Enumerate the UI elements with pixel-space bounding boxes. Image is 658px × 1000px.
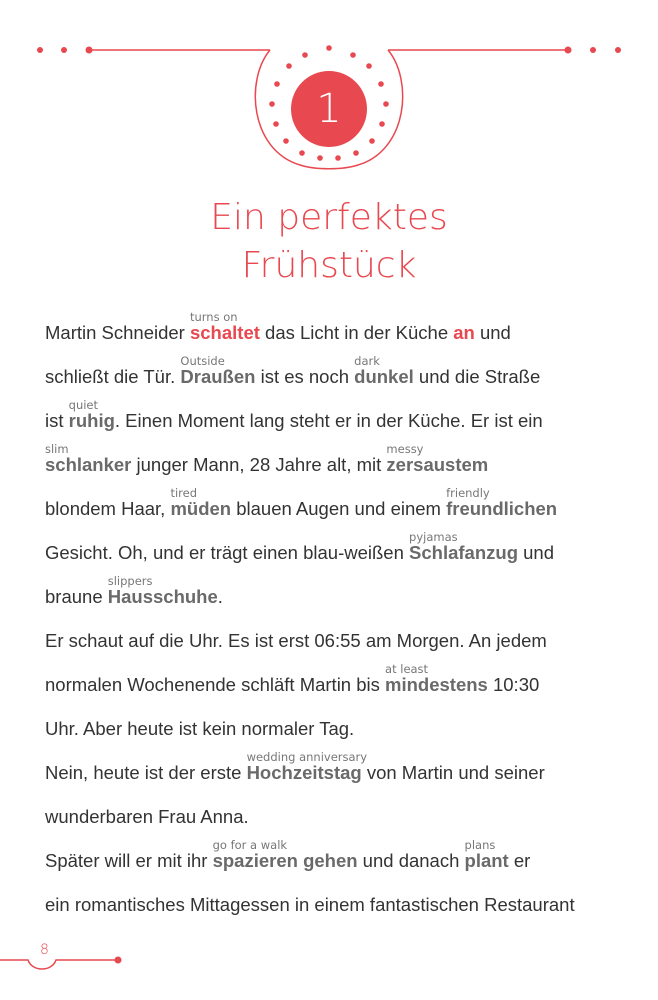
gloss-translation: plans bbox=[464, 838, 496, 852]
gloss-translation: messy bbox=[386, 442, 424, 456]
vocabulary-word bbox=[354, 354, 414, 388]
gloss-translation: slim bbox=[45, 442, 69, 456]
text-line bbox=[45, 608, 645, 652]
text-segment: wunderbaren Frau Anna. bbox=[45, 806, 249, 827]
ornament-dot bbox=[61, 47, 67, 53]
text-segment: ist es noch bbox=[255, 366, 355, 387]
text-segment: und bbox=[518, 542, 555, 563]
keyword: zersaustem bbox=[386, 454, 489, 475]
vocabulary-word bbox=[189, 310, 260, 344]
text-line bbox=[45, 388, 645, 432]
text-segment: Er schaut auf die Uhr. Es ist erst 06:55 am Morgen. An jedem bbox=[45, 630, 547, 651]
keyword: müden bbox=[170, 498, 232, 519]
vocabulary-word bbox=[107, 574, 218, 608]
vocabulary-word bbox=[464, 838, 509, 872]
keyword: freundlichen bbox=[446, 498, 558, 519]
text-line bbox=[45, 564, 645, 608]
text-segment: er bbox=[508, 850, 531, 871]
keyword: plant bbox=[464, 850, 509, 871]
page-number: 8 bbox=[40, 942, 49, 958]
ornament-dot bbox=[590, 47, 596, 53]
text-segment: und die Straße bbox=[413, 366, 541, 387]
text-segment: und danach bbox=[357, 850, 465, 871]
text-segment: ein romantisches Mittagessen in einem fantastischen Restaurant bbox=[45, 894, 575, 915]
text-line bbox=[45, 828, 645, 872]
gloss-translation: at least bbox=[385, 662, 429, 676]
keyword: Draußen bbox=[180, 366, 256, 387]
chapter-title-line2: Frühstück bbox=[241, 245, 417, 286]
text-segment: normalen Wochenende schläft Martin bis bbox=[45, 674, 386, 695]
text-segment: blauen Augen und einem bbox=[231, 498, 447, 519]
text-segment: blondem Haar, bbox=[45, 498, 171, 519]
vocabulary-word bbox=[212, 838, 358, 872]
chapter-title-line1: Ein perfektes bbox=[210, 197, 448, 238]
vocabulary-word bbox=[386, 442, 489, 476]
text-segment: braune bbox=[45, 586, 108, 607]
keyword: dunkel bbox=[354, 366, 414, 387]
text-segment: . bbox=[217, 586, 223, 607]
vocabulary-word bbox=[453, 322, 475, 344]
text-segment: Uhr. Aber heute ist kein normaler Tag. bbox=[45, 718, 355, 739]
vocabulary-word bbox=[246, 750, 368, 784]
keyword: schaltet bbox=[189, 322, 260, 343]
keyword: schlanker bbox=[45, 454, 132, 475]
keyword: Hochzeitstag bbox=[246, 762, 362, 783]
vocabulary-word bbox=[385, 662, 488, 696]
text-segment: Gesicht. Oh, und er trägt einen blau-weißen bbox=[45, 542, 410, 563]
text-segment: von Martin und seiner bbox=[361, 762, 545, 783]
keyword: ruhig bbox=[68, 410, 115, 431]
text-segment: ist bbox=[45, 410, 69, 431]
gloss-translation: Outside bbox=[180, 354, 225, 368]
text-line bbox=[45, 432, 645, 476]
gloss-translation: quiet bbox=[68, 398, 99, 412]
text-line bbox=[45, 300, 645, 344]
text-segment: schließt die Tür. bbox=[45, 366, 181, 387]
gloss-translation: turns on bbox=[189, 310, 238, 324]
text-line bbox=[45, 696, 645, 740]
keyword: mindestens bbox=[385, 674, 488, 695]
vocabulary-word bbox=[409, 530, 518, 564]
gloss-translation: go for a walk bbox=[212, 838, 288, 852]
gloss-translation: wedding anniversary bbox=[246, 750, 368, 764]
text-segment: 10:30 bbox=[487, 674, 540, 695]
vocabulary-word bbox=[446, 486, 558, 520]
keyword: Hausschuhe bbox=[107, 586, 218, 607]
text-line bbox=[45, 520, 645, 564]
gloss-translation: tired bbox=[170, 486, 198, 500]
text-segment: und bbox=[474, 322, 511, 343]
story-text bbox=[45, 300, 645, 916]
text-segment: Später will er mit ihr bbox=[45, 850, 213, 871]
text-line bbox=[45, 784, 645, 828]
ornament-dot bbox=[37, 47, 43, 53]
keyword: an bbox=[453, 322, 475, 343]
gloss-translation: friendly bbox=[446, 486, 490, 500]
gloss-translation: slippers bbox=[107, 574, 153, 588]
text-line bbox=[45, 740, 645, 784]
vocabulary-word bbox=[170, 486, 232, 520]
text-segment: . Einen Moment lang steht er in der Küche. Er ist ein bbox=[114, 410, 543, 431]
text-segment: Nein, heute ist der erste bbox=[45, 762, 247, 783]
keyword: Schlafanzug bbox=[409, 542, 518, 563]
gloss-translation: dark bbox=[354, 354, 380, 368]
text-segment: das Licht in der Küche bbox=[259, 322, 454, 343]
ornament-dot bbox=[565, 47, 572, 54]
gloss-translation: pyjamas bbox=[409, 530, 458, 544]
page-number-ornament bbox=[0, 960, 118, 969]
vocabulary-word bbox=[180, 354, 256, 388]
ornament-dot bbox=[615, 47, 621, 53]
vocabulary-word bbox=[68, 398, 115, 432]
keyword: spazieren gehen bbox=[212, 850, 358, 871]
text-segment: Martin Schneider bbox=[45, 322, 190, 343]
text-segment: junger Mann, 28 Jahre alt, mit bbox=[131, 454, 387, 475]
ornament-dot bbox=[115, 957, 122, 964]
text-line bbox=[45, 476, 645, 520]
chapter-number: 1 bbox=[316, 86, 342, 132]
vocabulary-word bbox=[45, 442, 132, 476]
text-line bbox=[45, 872, 645, 916]
text-line bbox=[45, 344, 645, 388]
text-line bbox=[45, 652, 645, 696]
